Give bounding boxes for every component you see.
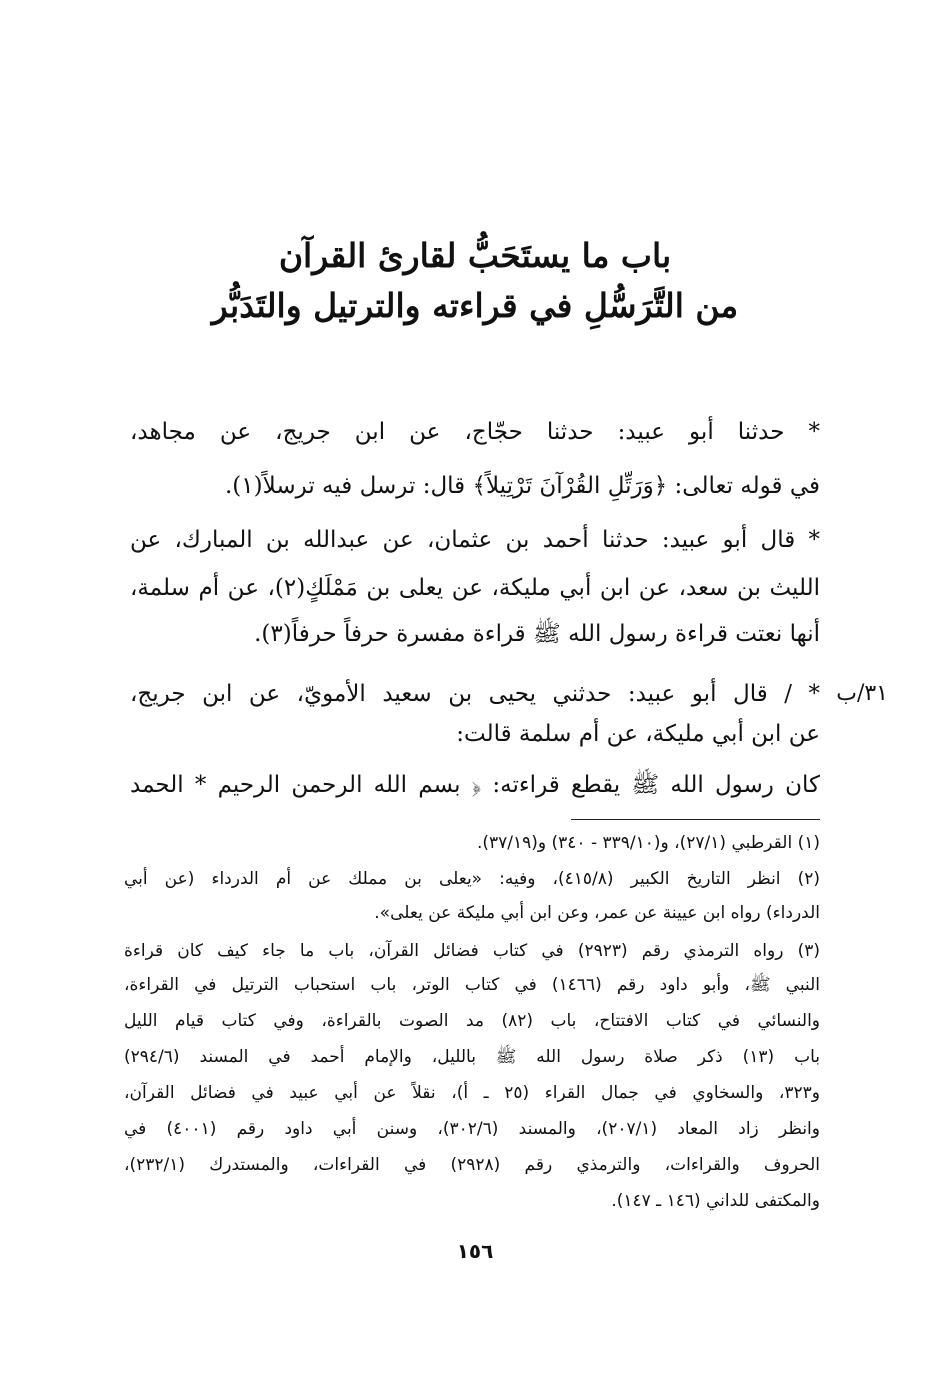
footnote-line-8: و٣٢٣، والسخاوي في جمال القراء (٢٥ ـ أ)، نقلاً عن أبي عبيد في فضائل القرآن، [124,1083,820,1103]
page-number: ١٥٦ [456,1239,494,1263]
body-line-1: * حدثنا أبو عبيد: حدثنا حجّاج، عن ابن جريج، عن مجاهد، [130,419,820,445]
footnote-line-3: الدرداء) رواه ابن عيينة عن عمر، وعن ابن أبي مليكة عن يعلى». [374,903,820,923]
footnote-line-2: (٢) انظر التاريخ الكبير (٤١٥/٨)، وفيه: «يعلى بن مملك عن أم الدرداء (عن أبي [124,869,820,889]
footnote-line-10: الحروف والقراءات، والترمذي رقم (٢٩٢٨) في القراءات، والمستدرك (٢٣٢/١)، [124,1155,821,1175]
footnote-line-5: النبي ﷺ، وأبو داود رقم (١٤٦٦) في كتاب الوتر، باب استحباب الترتيل في القراءة، [124,975,820,995]
chapter-title-line-1: باب ما يستَحَبُّ لقارئ القرآن [278,236,672,275]
footnote-line-9: وانظر زاد المعاد (٢٠٧/١)، والمسند (٣٠٢/٦)، وسنن أبي داود رقم (٤٠٠١) في [124,1119,820,1139]
body-line-5: أنها نعتت قراءة رسول الله ﷺ قراءة مفسرة حرفاً حرفاً(٣). [254,621,820,647]
body-line-2: في قوله تعالى: ﴿وَرَتِّلِ القُرْآنَ تَرْتِيلاً﴾ قال: ترسل فيه ترسلاً(١). [225,473,820,499]
footnote-line-6: والنسائي في كتاب الافتتاح، باب (٨٢) مد الصوت بالقراءة، وفي كتاب قيام الليل [124,1011,821,1031]
manuscript-folio-note: ٣١/ب [836,681,888,706]
chapter-title-line-2: من التَّرَسُّلِ في قراءته والترتيل والتَدَبُّر [211,286,739,325]
body-line-4: الليث بن سعد، عن ابن أبي مليكة، عن يعلى بن مَمْلَكٍ(٢)، عن أم سلمة، [130,575,820,601]
body-line-8: كان رسول الله ﷺ يقطع قراءته: ﴿ بسم الله الرحمن الرحيم * الحمد [130,772,820,798]
body-line-7: عن ابن أبي مليكة، عن أم سلمة قالت: [456,721,820,747]
footnote-line-1: (١) القرطبي (٢٧/١)، و(٣٣٩/١٠ - ٣٤٠) و(٣٧/١٩). [476,833,820,853]
body-line-3: * قال أبو عبيد: حدثنا أحمد بن عثمان، عن عبدالله بن المبارك، عن [130,527,820,553]
footnote-separator [571,819,820,820]
footnote-line-11: والمكتفى للداني (١٤٦ ـ ١٤٧). [611,1191,820,1211]
footnote-line-4: (٣) رواه الترمذي رقم (٢٩٢٣) في كتاب فضائل القرآن، باب ما جاء كيف كان قراءة [124,941,820,961]
body-line-6: * / قال أبو عبيد: حدثني يحيى بن سعيد الأمويّ، عن ابن جريج، [130,681,820,707]
footnote-line-7: باب (١٣) ذكر صلاة رسول الله ﷺ بالليل، والإمام أحمد في المسند (٢٩٤/٦) [124,1047,820,1067]
